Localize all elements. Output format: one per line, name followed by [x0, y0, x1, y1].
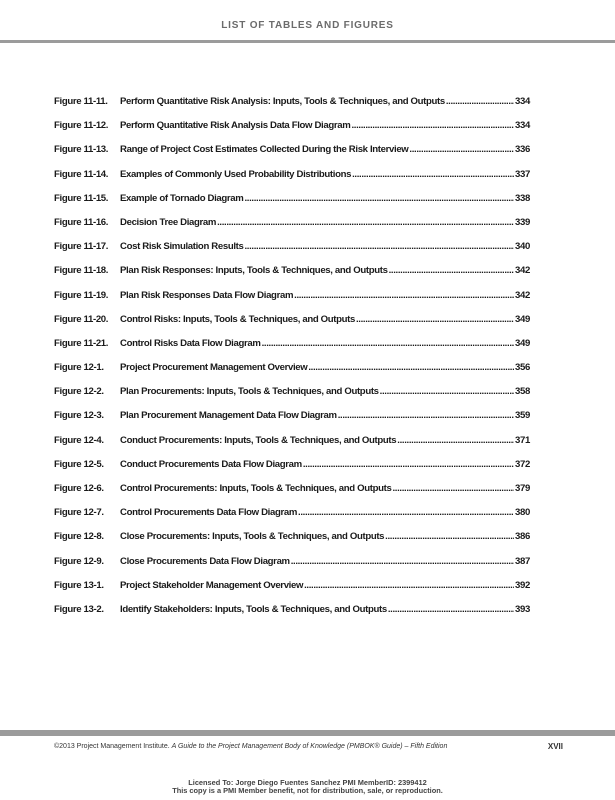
toc-entry[interactable]: [54, 459, 530, 483]
page-reference: 356: [515, 362, 530, 374]
dot-leader: [352, 169, 514, 180]
figure-title: Close Procurements Data Flow Diagram: [120, 555, 290, 567]
toc-entry[interactable]: [54, 338, 530, 362]
toc-entry[interactable]: [54, 265, 530, 289]
figure-title: Project Stakeholder Management Overview: [120, 579, 304, 591]
figure-number: Figure 11-11.: [54, 96, 108, 107]
figure-number: Figure 12-5.: [54, 458, 104, 470]
figure-number: Figure 11-20.: [54, 313, 109, 325]
toc-entry[interactable]: [54, 386, 530, 410]
page-reference: 371: [515, 434, 530, 446]
page-number: XVII: [547, 742, 563, 751]
toc-entry[interactable]: [54, 241, 530, 265]
toc-entry[interactable]: [54, 120, 530, 144]
dot-leader: [446, 96, 514, 107]
figure-number: Figure 11-12.: [54, 120, 109, 132]
page-reference: 386: [515, 531, 530, 543]
figure-number: Figure 12-4.: [54, 434, 104, 446]
toc-entry[interactable]: [54, 217, 530, 241]
toc-entry[interactable]: [54, 531, 530, 555]
page-reference: 392: [515, 579, 530, 591]
figure-number: Figure 11-17.: [54, 241, 109, 253]
page-reference: 334: [515, 120, 530, 132]
dot-leader: [303, 459, 514, 470]
toc-entry[interactable]: [54, 290, 530, 314]
page-reference: 336: [515, 144, 530, 156]
figure-number: Figure 12-7.: [54, 507, 104, 519]
figure-title: Plan Procurement Management Data Flow Diagram: [120, 410, 337, 422]
toc-entry[interactable]: [54, 410, 530, 434]
figure-title: Cost Risk Simulation Results: [120, 241, 244, 253]
dot-leader: [262, 338, 514, 349]
figure-title: Control Risks: Inputs, Tools & Techniques, and Outputs: [120, 313, 355, 325]
page-reference: 372: [515, 458, 530, 470]
dot-leader: [294, 290, 514, 301]
page-reference: 340: [515, 241, 530, 253]
figure-number: Figure 11-18.: [54, 265, 109, 277]
dot-leader: [385, 531, 514, 542]
dot-leader: [397, 435, 514, 446]
figure-number: Figure 12-1.: [54, 362, 104, 374]
figure-title: Project Procurement Management Overview: [120, 362, 308, 374]
figure-number: Figure 12-2.: [54, 386, 104, 398]
figure-number: Figure 11-14.: [54, 168, 109, 180]
figure-number: Figure 11-15.: [54, 192, 109, 204]
page-header-title: LIST OF TABLES AND FIGURES: [221, 20, 394, 31]
page-reference: 342: [515, 265, 530, 277]
toc-entry[interactable]: [54, 435, 530, 459]
figure-title: Control Procurements Data Flow Diagram: [120, 507, 298, 519]
toc-entry[interactable]: [54, 144, 530, 168]
page-reference: 380: [515, 507, 530, 519]
toc-entry[interactable]: [54, 507, 530, 531]
figure-title: Plan Risk Responses: Inputs, Tools & Techniques, and Outputs: [120, 265, 388, 277]
dot-leader: [217, 217, 514, 228]
license-notice: [0, 779, 615, 795]
figure-number: Figure 12-9.: [54, 555, 104, 567]
page-reference: 387: [515, 555, 530, 567]
figure-number: Figure 12-8.: [54, 531, 104, 543]
header-rule: [0, 40, 615, 43]
page-reference: 334: [515, 96, 530, 107]
toc-entry[interactable]: [54, 96, 530, 120]
page-reference: 379: [515, 483, 530, 494]
dot-leader: [380, 386, 514, 397]
copyright-notice: [54, 743, 447, 750]
footer-rule: [0, 730, 615, 736]
toc-entry[interactable]: [54, 580, 530, 604]
figure-title: Control Procurements: Inputs, Tools & Techniques, and Outputs: [120, 483, 392, 494]
figure-title: Example of Tornado Diagram: [120, 192, 244, 204]
toc-entry[interactable]: [54, 169, 530, 193]
figure-list: [54, 96, 530, 628]
figure-title: Examples of Commonly Used Probability Distributions: [120, 168, 352, 180]
figure-number: Figure 11-13.: [54, 144, 109, 156]
book-title: A Guide to the Project Management Body of Knowledge (PMBOK® Guide) – Fifth Edition: [171, 743, 448, 750]
figure-title: Conduct Procurements Data Flow Diagram: [120, 458, 302, 470]
figure-number: Figure 12-3.: [54, 410, 104, 422]
figure-title: Perform Quantitative Risk Analysis Data Flow Diagram: [120, 120, 351, 132]
figure-title: Control Risks Data Flow Diagram: [120, 337, 261, 349]
dot-leader: [389, 265, 514, 276]
dot-leader: [392, 483, 514, 494]
figure-title: Decision Tree Diagram: [120, 216, 217, 228]
page-reference: 358: [515, 386, 530, 398]
dot-leader: [291, 556, 514, 567]
dot-leader: [388, 604, 514, 615]
dot-leader: [409, 144, 514, 155]
figure-title: Perform Quantitative Risk Analysis: Inputs, Tools & Techniques, and Outputs: [120, 96, 445, 107]
copyright-prefix: ©2013 Project Management Institute.: [54, 743, 172, 750]
figure-number: Figure 11-16.: [54, 216, 109, 228]
dot-leader: [298, 507, 514, 518]
page-reference: 359: [515, 410, 530, 422]
figure-title: Range of Project Cost Estimates Collected During the Risk Interview: [120, 144, 409, 156]
dot-leader: [244, 193, 514, 204]
figure-number: Figure 12-6.: [54, 483, 104, 494]
toc-entry[interactable]: [54, 193, 530, 217]
dot-leader: [351, 120, 514, 131]
page-reference: 338: [515, 192, 530, 204]
license-line-1: Licensed To: Jorge Diego Fuentes Sanchez PMI MemberID: 2399412: [188, 778, 427, 787]
toc-entry[interactable]: [54, 362, 530, 386]
figure-number: Figure 11-21.: [54, 337, 109, 349]
page-reference: 349: [515, 313, 530, 325]
figure-title: Close Procurements: Inputs, Tools & Techniques, and Outputs: [120, 531, 385, 543]
page-reference: 337: [515, 168, 530, 180]
dot-leader: [308, 362, 514, 373]
figure-title: Identify Stakeholders: Inputs, Tools & Techniques, and Outputs: [120, 603, 387, 615]
license-line-2: This copy is a PMI Member benefit, not for distribution, sale, or reproduction.: [172, 786, 443, 795]
toc-entry[interactable]: [54, 604, 530, 628]
page-reference: 339: [515, 216, 530, 228]
figure-number: Figure 13-1.: [54, 579, 104, 591]
page-reference: 393: [515, 603, 530, 615]
page-reference: 349: [515, 337, 530, 349]
dot-leader: [244, 241, 514, 252]
figure-title: Plan Risk Responses Data Flow Diagram: [120, 289, 294, 301]
dot-leader: [304, 580, 514, 591]
page-reference: 342: [515, 289, 530, 301]
figure-title: Conduct Procurements: Inputs, Tools & Techniques, and Outputs: [120, 434, 397, 446]
figure-number: Figure 13-2.: [54, 603, 104, 615]
toc-entry[interactable]: [54, 314, 530, 338]
dot-leader: [338, 410, 514, 421]
dot-leader: [356, 314, 514, 325]
toc-entry[interactable]: [54, 556, 530, 580]
toc-entry[interactable]: [54, 483, 530, 507]
figure-title: Plan Procurements: Inputs, Tools & Techniques, and Outputs: [120, 386, 379, 398]
figure-number: Figure 11-19.: [54, 289, 109, 301]
